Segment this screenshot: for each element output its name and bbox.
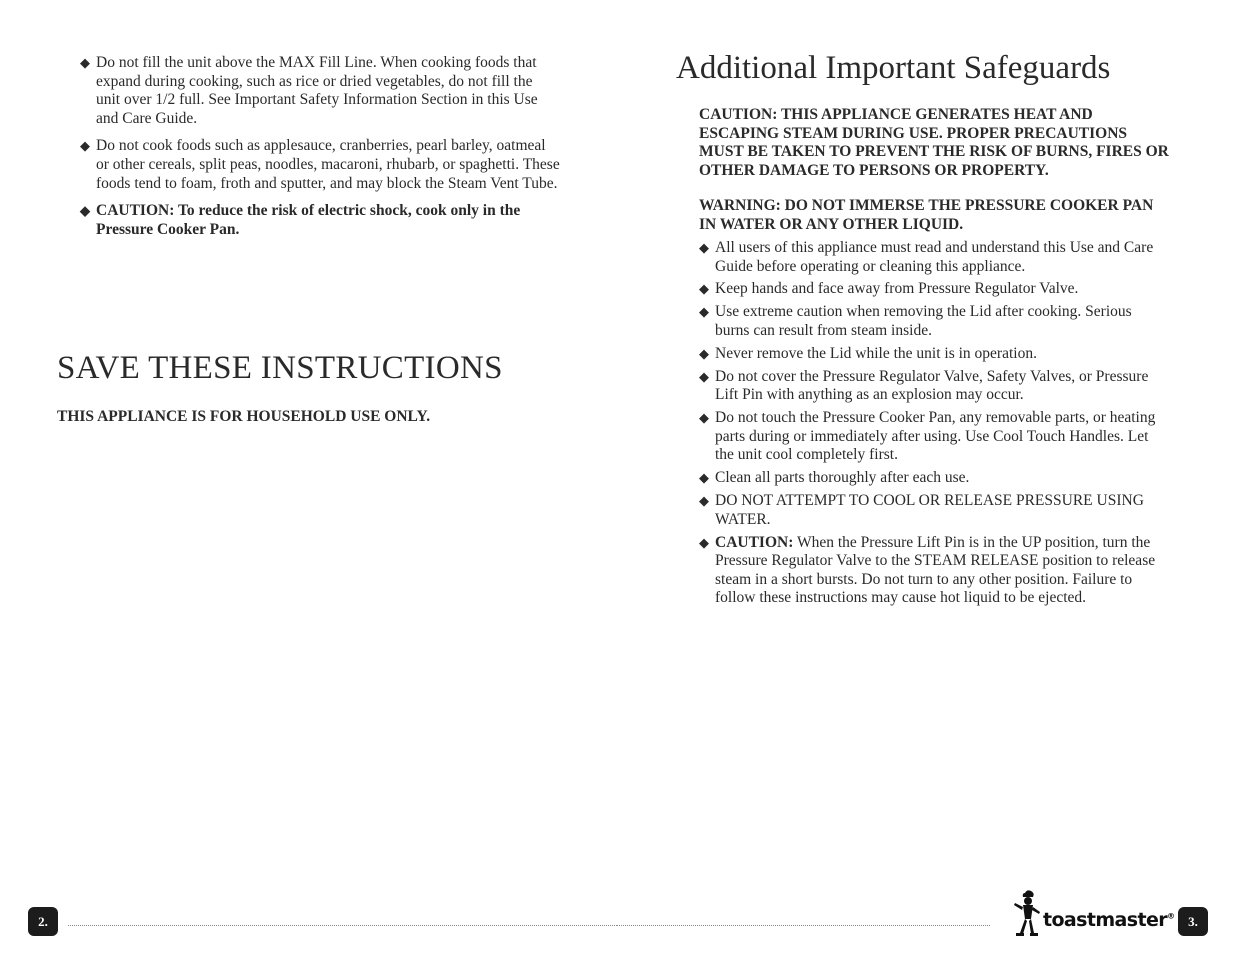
diamond-bullet-icon: ◆ bbox=[699, 534, 709, 550]
chef-icon bbox=[1013, 889, 1045, 939]
diamond-bullet-icon: ◆ bbox=[80, 203, 90, 219]
toastmaster-logo bbox=[1013, 889, 1173, 939]
list-item: ◆ CAUTION: To reduce the risk of electric shock, cook only in the Pressure Cooker Pan. bbox=[80, 202, 521, 238]
safeguards-heading: Additional Important Safeguards bbox=[676, 50, 1111, 86]
page-number-badge: 3. bbox=[1178, 907, 1208, 936]
footer-divider bbox=[617, 925, 990, 926]
diamond-bullet-icon: ◆ bbox=[699, 281, 709, 297]
list-item: ◆ Use extreme caution when removing the Lid after cooking. Serious burns can result from steam inside. bbox=[699, 303, 1132, 339]
diamond-bullet-icon: ◆ bbox=[80, 55, 90, 70]
list-item: ◆ Do not cook foods such as applesauce, cranberries, pearl barley, oatmeal or other cereals, split peas, noodles, macaroni, rhubarb, or spaghetti. These foods tend to foam, froth and sputter, and may block the Steam Vent Tube. bbox=[80, 137, 560, 192]
list-item: ◆ CAUTION: When the Pressure Lift Pin is in the UP position, turn the Pressure Regulator Valve to the STEAM RELEASE position to release steam in a short bursts. Do not turn to any other position. Failure to follow these instructions may cause hot liquid to be ejected. bbox=[699, 533, 1156, 607]
list-item: ◆ All users of this appliance must read and understand this Use and Care Guide before operating or cleaning this appliance. bbox=[699, 239, 1154, 275]
list-item: ◆ Never remove the Lid while the unit is in operation. bbox=[699, 344, 1037, 362]
footer-divider bbox=[68, 925, 617, 926]
household-use-note: THIS APPLIANCE IS FOR HOUSEHOLD USE ONLY. bbox=[57, 408, 431, 425]
list-item: ◆ DO NOT ATTEMPT TO COOL OR RELEASE PRESSURE USING WATER. bbox=[699, 492, 1144, 528]
right-page bbox=[617, 0, 1235, 954]
diamond-bullet-icon: ◆ bbox=[699, 493, 709, 509]
list-item: ◆ Do not fill the unit above the MAX Fill Line. When cooking foods that expand during cooking, such as rice or dried vegetables, do not fill the unit over 1/2 full. See Important Safety Information Section in this Use and Care Guide. bbox=[80, 54, 538, 127]
right-bullet-list bbox=[699, 239, 1159, 612]
diamond-bullet-icon: ◆ bbox=[699, 240, 709, 255]
caution-notice: CAUTION: THIS APPLIANCE GENERATES HEAT AND ESCAPING STEAM DURING USE. PROPER PRECAUTIONS MUST BE TAKEN TO PREVENT THE RISK OF BURNS, FIRES OR OTHER DAMAGE TO PERSONS OR PROPERTY. bbox=[699, 106, 1169, 179]
diamond-bullet-icon: ◆ bbox=[699, 410, 709, 426]
left-page bbox=[0, 0, 617, 954]
brand-name: toastmaster® bbox=[1043, 909, 1175, 931]
page-number-badge: 2. bbox=[28, 907, 58, 936]
save-instructions-heading: SAVE THESE INSTRUCTIONS bbox=[57, 350, 503, 386]
list-item: ◆ Keep hands and face away from Pressure Regulator Valve. bbox=[699, 280, 1079, 298]
diamond-bullet-icon: ◆ bbox=[699, 345, 709, 361]
warning-notice: WARNING: DO NOT IMMERSE THE PRESSURE COOKER PAN IN WATER OR ANY OTHER LIQUID. bbox=[699, 197, 1154, 233]
list-item: ◆ Do not cover the Pressure Regulator Valve, Safety Valves, or Pressure Lift Pin with anything as an explosion may occur. bbox=[699, 367, 1149, 404]
left-bullet-list bbox=[80, 54, 560, 248]
diamond-bullet-icon: ◆ bbox=[80, 138, 90, 154]
list-item: ◆ Clean all parts thoroughly after each use. bbox=[699, 469, 970, 487]
diamond-bullet-icon: ◆ bbox=[699, 304, 709, 320]
diamond-bullet-icon: ◆ bbox=[699, 368, 709, 384]
list-item: ◆ Do not touch the Pressure Cooker Pan, any removable parts, or heating parts during or immediately after using. Use Cool Touch Handles. Let the unit cool completely first. bbox=[699, 409, 1156, 464]
diamond-bullet-icon: ◆ bbox=[699, 470, 709, 486]
